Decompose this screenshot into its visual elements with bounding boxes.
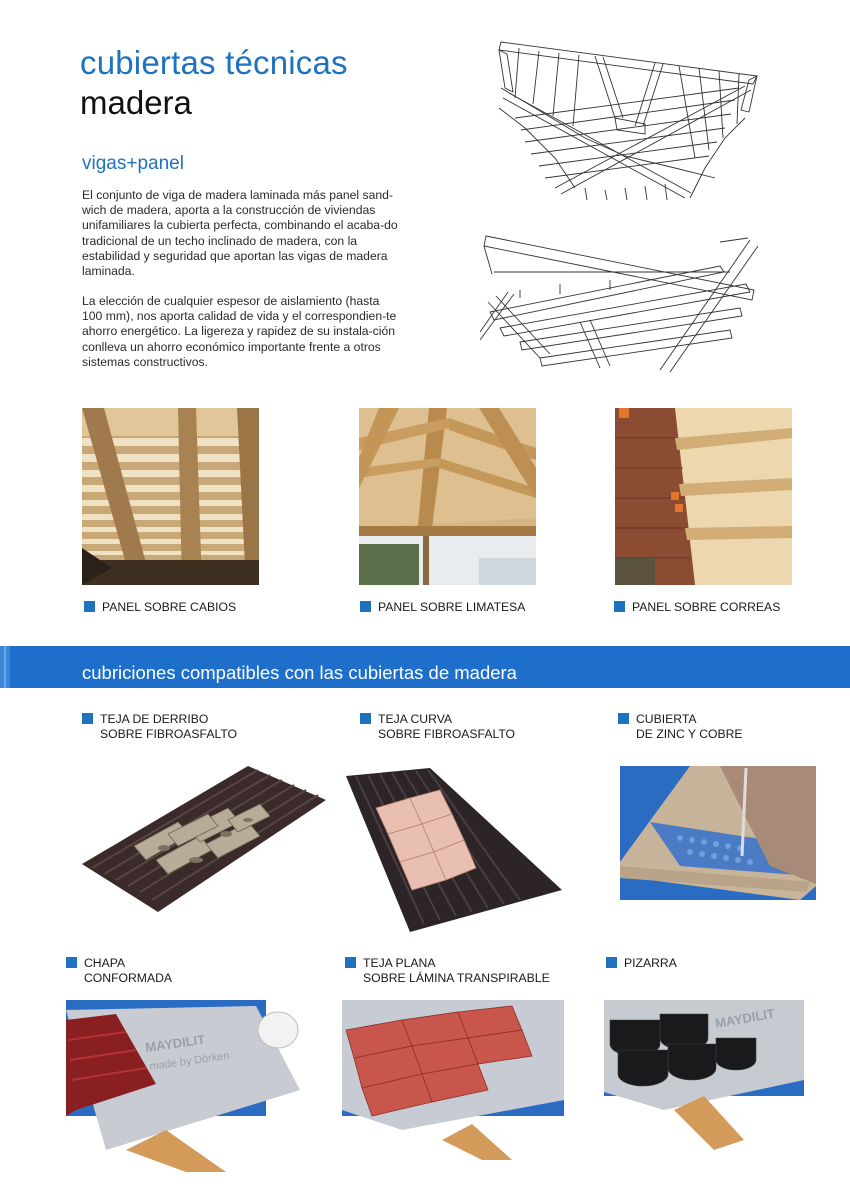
caption-zinc-cobre: CUBIERTA DE ZINC Y COBRE bbox=[618, 712, 818, 742]
photo-panel-sobre-correas bbox=[615, 408, 792, 585]
caption-pizarra: PIZARRA bbox=[606, 956, 806, 972]
membrane-brand-print-2: MAYDILIT bbox=[713, 1005, 776, 1031]
intro-paragraph-2: La elección de cualquier espesor de aislamiento (hasta 100 mm), nos aporta calidad de vida y el correspondien-te ahorro energético. La ligereza y rapidez de su instala-ción conlleva un ahorro económico importante frente a otros sistemas constructivos. bbox=[82, 294, 397, 369]
caption-teja-derribo: TEJA DE DERRIBO SOBRE FIBROASFALTO bbox=[82, 712, 302, 742]
band-edge-highlight bbox=[4, 646, 6, 688]
section-subtitle: vigas+panel bbox=[82, 153, 184, 174]
bullet-square-icon bbox=[360, 601, 371, 612]
page-title: cubiertas técnicas bbox=[80, 44, 348, 81]
bullet-square-icon bbox=[360, 713, 371, 724]
section-band bbox=[0, 646, 850, 688]
beam-panel-detail-drawing bbox=[480, 232, 760, 374]
bullet-square-icon bbox=[345, 957, 356, 968]
hip-roof-structure-drawing bbox=[495, 38, 760, 203]
photo-panel-sobre-cabios bbox=[82, 408, 259, 585]
image-pizarra bbox=[604, 1000, 804, 1150]
bullet-square-icon bbox=[84, 601, 95, 612]
bullet-square-icon bbox=[614, 601, 625, 612]
intro-paragraph-1: El conjunto de viga de madera laminada más panel sand-wich de madera, aporta a la construcción de viviendas unifamiliares la cubierta perfecta, combinando el acaba-do tradicional de un techo inclinado de madera, con la estabilidad y seguridad que aportan las vigas de madera laminada. bbox=[82, 188, 398, 279]
membrane-brand-print: MAYDILIT bbox=[144, 1031, 207, 1055]
image-teja-curva bbox=[340, 764, 565, 934]
caption-teja-plana: TEJA PLANA SOBRE LÁMINA TRANSPIRABLE bbox=[345, 956, 585, 986]
image-chapa-conformada bbox=[66, 1000, 300, 1172]
bullet-square-icon bbox=[606, 957, 617, 968]
page-title-material: madera bbox=[80, 84, 192, 121]
image-teja-plana bbox=[342, 1000, 564, 1160]
caption-teja-curva: TEJA CURVA SOBRE FIBROASFALTO bbox=[360, 712, 580, 742]
caption-panel-cabios: PANEL SOBRE CABIOS bbox=[84, 600, 264, 616]
bullet-square-icon bbox=[66, 957, 77, 968]
image-zinc-cobre bbox=[620, 766, 816, 900]
image-teja-derribo bbox=[78, 764, 328, 914]
caption-panel-limatesa: PANEL SOBRE LIMATESA bbox=[360, 600, 550, 616]
section-title: cubriciones compatibles con las cubiertas de madera bbox=[82, 662, 517, 683]
membrane-maker-print: made by Dörken bbox=[148, 1049, 231, 1073]
caption-chapa-conformada: CHAPA CONFORMADA bbox=[66, 956, 266, 986]
bullet-square-icon bbox=[82, 713, 93, 724]
photo-panel-sobre-limatesa bbox=[359, 408, 536, 585]
bullet-square-icon bbox=[618, 713, 629, 724]
caption-panel-correas: PANEL SOBRE CORREAS bbox=[614, 600, 804, 616]
